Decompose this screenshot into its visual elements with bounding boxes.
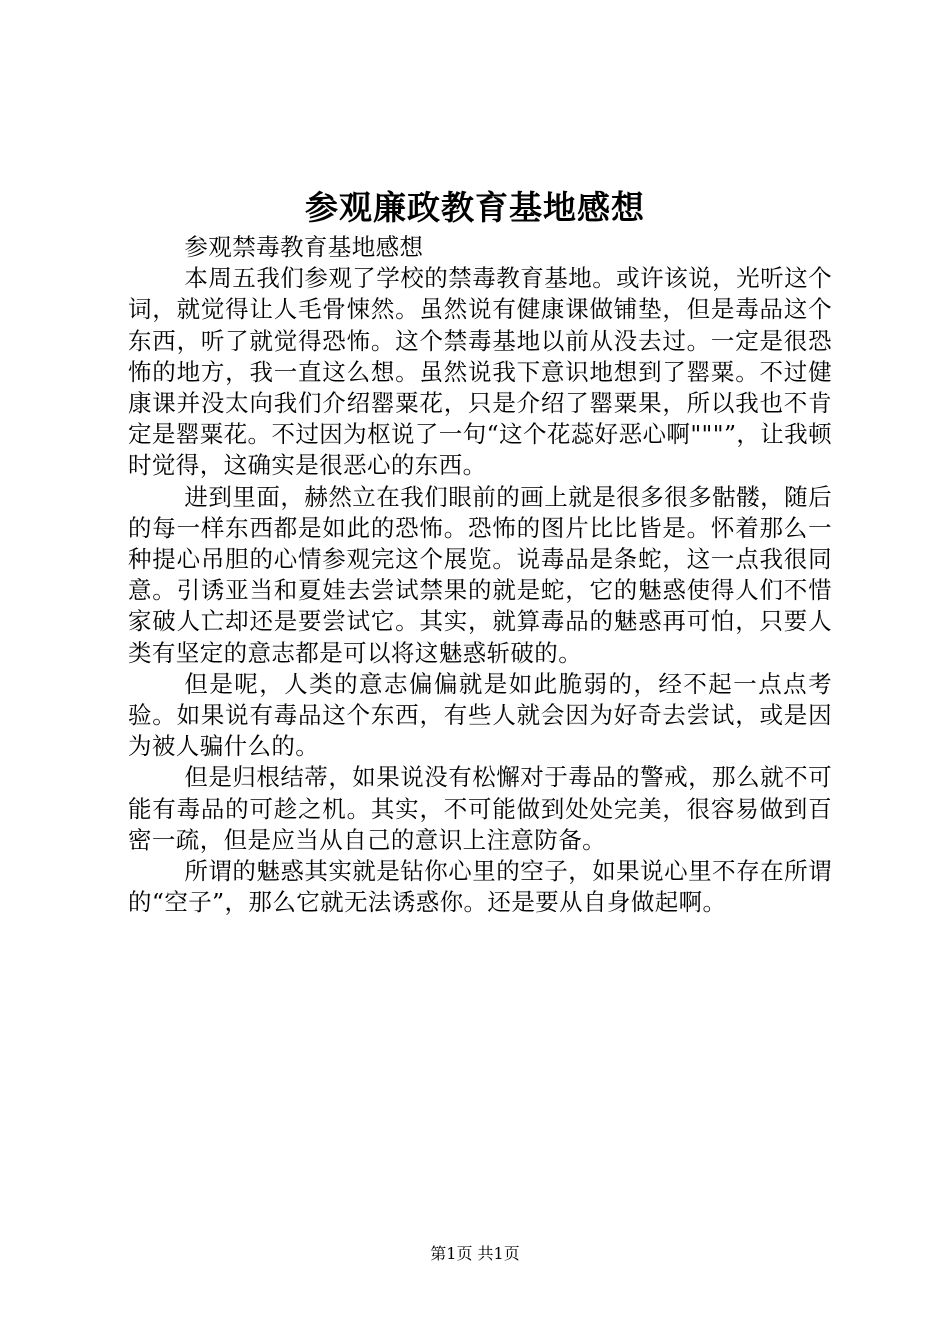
- body-paragraph-1: 本周五我们参观了学校的禁毒教育基地。或许该说，光听这个词，就觉得让人毛骨悚然。虽然说有健康课做铺垫，但是毒品这个东西，听了就觉得恐怖。这个禁毒基地以前从没去过。一定是很恐怖的地方，我一直这么想。虽然说我下意识地想到了罂粟。不过健康课并没太向我们介绍罂粟花，只是介绍了罂粟果，所以我也不肯定是罂粟花。不过因为枢说了一句“这个花蕊好恶心啊"""”，让我顿时觉得，这确实是很恶心的东西。: [128, 264, 832, 480]
- subtitle-paragraph: 参观禁毒教育基地感想: [184, 233, 424, 261]
- document-title: 参观廉政教育基地感想: [305, 188, 645, 227]
- page-footer: 第1页 共1页: [430, 1244, 520, 1263]
- body-paragraph-5: 所谓的魅惑其实就是钻你心里的空子，如果说心里不存在所谓的“空子”，那么它就无法诱惑你。还是要从自身做起啊。: [128, 857, 832, 917]
- body-paragraph-4: 但是归根结蒂，如果说没有松懈对于毒品的警戒，那么就不可能有毒品的可趁之机。其实，不可能做到处处完美，很容易做到百密一疏，但是应当从自己的意识上注意防备。: [128, 763, 832, 854]
- body-paragraph-2: 进到里面，赫然立在我们眼前的画上就是很多很多骷髅，随后的每一样东西都是如此的恐怖。恐怖的图片比比皆是。怀着那么一种提心吊胆的心情参观完这个展览。说毒品是条蛇，这一点我很同意。引诱亚当和夏娃去尝试禁果的就是蛇，它的魅惑使得人们不惜家破人亡却还是要尝试它。其实，就算毒品的魅惑再可怕，只要人类有坚定的意志都是可以将这魅惑斩破的。: [128, 482, 832, 667]
- document-body: [128, 232, 832, 918]
- body-paragraph-3: 但是呢，人类的意志偏偏就是如此脆弱的，经不起一点点考验。如果说有毒品这个东西，有些人就会因为好奇去尝试，或是因为被人骗什么的。: [128, 669, 832, 761]
